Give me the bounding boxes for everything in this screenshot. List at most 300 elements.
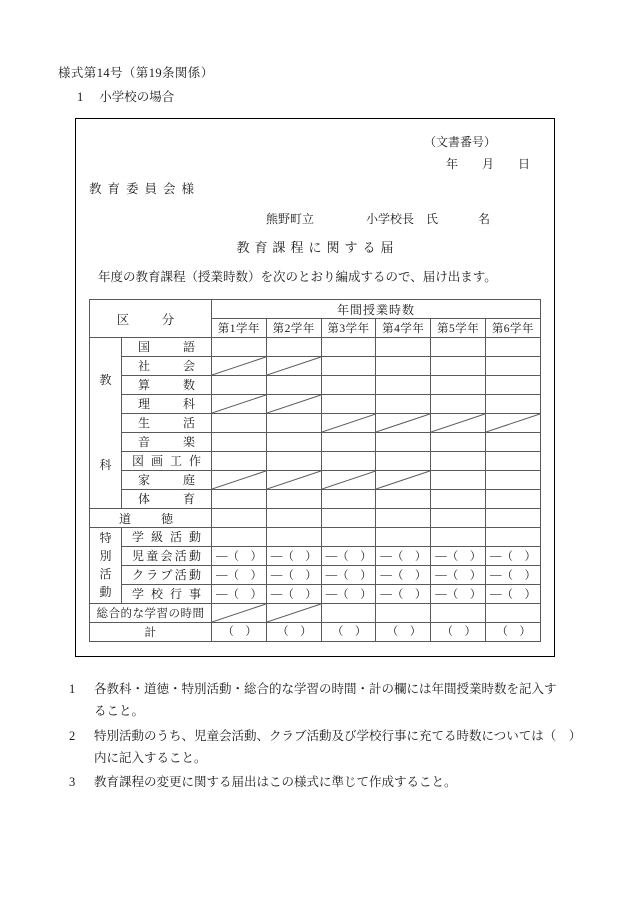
subject-name — [122, 490, 211, 508]
dash-mark: ― — [490, 588, 502, 600]
hours-cell-grade-1[interactable] — [212, 509, 267, 528]
header-grade-4: 第4学年 — [376, 319, 431, 338]
header-grade-6: 第6学年 — [486, 319, 541, 338]
hours-cell-grade-6[interactable] — [486, 490, 541, 509]
header-grade-5: 第5学年 — [431, 319, 486, 338]
subject-char: 理 — [138, 397, 151, 411]
dash-mark: ― — [490, 550, 502, 562]
hours-cell-grade-1[interactable] — [212, 376, 267, 395]
cell-dash-paren — [486, 585, 540, 603]
paren-blank: （ ） — [337, 589, 372, 601]
lead-text: 年度の教育課程（授業時数）を次のとおり編成するので、届け出ます。 — [98, 270, 497, 284]
cell-dash-paren — [267, 585, 321, 603]
note-text-cont: 内に記入すること。 — [94, 750, 207, 765]
hours-cell-grade-6[interactable] — [486, 338, 541, 357]
hours-cell-grade-5[interactable] — [431, 604, 486, 623]
paren-blank: （ ） — [446, 551, 482, 563]
hours-cell-grade-5[interactable] — [431, 509, 486, 528]
paren-blank: （ ） — [282, 570, 317, 582]
activity-char: 会 — [160, 549, 173, 563]
paren-blank: （ ） — [227, 570, 263, 582]
hours-cell-grade-3[interactable] — [321, 490, 376, 509]
activity-char: 活 — [174, 549, 187, 563]
subject-name-cell — [122, 357, 212, 376]
hours-cell-grade-6[interactable] — [486, 376, 541, 395]
subject-name-cell — [122, 395, 212, 414]
activity-char: ラ — [146, 568, 159, 582]
hours-cell-grade-4[interactable] — [376, 528, 431, 547]
case-number: 1 — [77, 90, 84, 104]
paren-blank: （ ） — [331, 626, 367, 638]
cell-dash-paren — [267, 547, 321, 565]
dash-mark: ― — [325, 588, 338, 600]
activity-name — [122, 547, 211, 565]
activity-char: 学 — [132, 587, 145, 601]
hours-cell-grade-5[interactable] — [431, 528, 486, 547]
diagonal-strike — [376, 414, 430, 432]
hours-cell-grade-2[interactable] — [266, 490, 321, 509]
hours-cell-grade-2[interactable] — [266, 376, 321, 395]
hours-cell-grade-5[interactable] — [431, 395, 486, 414]
dash-mark: ― — [270, 569, 283, 581]
cell-dash-paren — [322, 566, 376, 584]
hours-cell-grade-3[interactable] — [321, 433, 376, 452]
subject-char: 算 — [138, 378, 151, 392]
document-title: 教育課程に関する届 — [236, 240, 399, 255]
hours-cell-grade-2[interactable] — [266, 452, 321, 471]
dash-mark: ― — [490, 569, 502, 581]
hours-cell-grade-5[interactable] — [431, 547, 486, 566]
subject-name-cell — [122, 452, 212, 471]
cell-dash-paren — [322, 547, 376, 565]
dash-mark: ― — [380, 569, 392, 581]
dash-mark: ― — [435, 588, 447, 600]
hours-cell-grade-3[interactable] — [321, 585, 376, 604]
note-text: 特別活動のうち、児童会活動、クラブ活動及び学校行事に充てる時数については（ ） — [94, 728, 582, 743]
subject-char: 生 — [138, 416, 151, 430]
paren-blank: （ ） — [501, 570, 536, 582]
paren-blank: （ ） — [227, 551, 263, 563]
diagonal-strike — [267, 357, 321, 375]
hours-cell-grade-1[interactable] — [212, 452, 267, 471]
note-number: 3 — [69, 775, 76, 789]
paren-blank: （ ） — [277, 626, 312, 638]
cell-dash-paren — [431, 547, 485, 565]
hours-cell-grade-6[interactable] — [486, 433, 541, 452]
cell-dash-paren — [267, 566, 321, 584]
paren-blank: （ ） — [222, 626, 257, 638]
subject-name — [122, 376, 211, 394]
paren-blank: （ ） — [386, 626, 422, 638]
total-cell-grade-3[interactable] — [321, 623, 376, 642]
table-row — [90, 566, 541, 585]
header-kubun: 区 分 — [90, 300, 212, 338]
hours-cell-grade-5[interactable] — [431, 452, 486, 471]
vertical-label-char: 特 — [99, 531, 112, 545]
hours-cell-grade-6[interactable] — [486, 471, 541, 490]
hours-cell-grade-1[interactable] — [212, 604, 267, 623]
diagonal-strike — [212, 604, 266, 622]
subject-char: 音 — [138, 435, 151, 449]
hours-cell-grade-1[interactable] — [212, 433, 267, 452]
subject-name-cell — [122, 490, 212, 509]
hours-cell-grade-6[interactable] — [486, 604, 541, 623]
table-row — [90, 509, 541, 528]
hours-cell-grade-4[interactable] — [376, 433, 431, 452]
hours-cell-grade-5[interactable] — [431, 471, 486, 490]
paren-blank: （ ） — [337, 551, 372, 563]
issuer-name-value: 名 — [478, 212, 491, 226]
subject-char: 楽 — [183, 435, 196, 449]
hours-cell-grade-1[interactable] — [212, 547, 267, 566]
issuer-name-label: 氏 — [426, 212, 439, 226]
case-heading — [77, 87, 174, 105]
dash-mark: ― — [216, 550, 228, 562]
vertical-label-char: 活 — [99, 567, 112, 581]
table-row — [90, 433, 541, 452]
dash-mark: ― — [435, 550, 447, 562]
subject-name-cell — [122, 376, 212, 395]
subject-name-cell — [122, 338, 212, 357]
table-row — [90, 357, 541, 376]
dash-mark: ― — [325, 550, 338, 562]
cell-dash-paren — [212, 585, 266, 603]
subject-name — [122, 414, 211, 432]
cell-dash-paren — [212, 547, 266, 565]
activity-char: 動 — [189, 530, 202, 544]
diagonal-strike — [267, 604, 321, 622]
hours-cell-grade-5[interactable] — [431, 433, 486, 452]
hours-cell-grade-1[interactable] — [212, 357, 267, 376]
vertical-label-char: 教 — [99, 373, 112, 387]
vertical-label-char: 科 — [99, 458, 112, 472]
hours-cell-grade-4[interactable] — [376, 357, 431, 376]
activity-char: 級 — [151, 530, 164, 544]
subject-name-cell — [122, 471, 212, 490]
vertical-label — [90, 338, 121, 508]
header-annual-hours: 年間授業時数 — [212, 300, 541, 319]
cell-dash-paren — [376, 547, 430, 565]
hours-cell-grade-6[interactable] — [486, 509, 541, 528]
subject-name — [122, 338, 211, 356]
document-body-box — [75, 118, 555, 657]
date-line — [446, 155, 530, 172]
hours-cell-grade-5[interactable] — [431, 414, 486, 433]
dash-mark: ― — [216, 569, 228, 581]
activity-char: ク — [132, 568, 145, 582]
group-label-total: 計 — [90, 623, 212, 642]
diagonal-strike — [376, 471, 430, 489]
paren-blank: （ ） — [282, 551, 317, 563]
table-row — [90, 471, 541, 490]
dash-mark: ― — [270, 588, 283, 600]
total-cell-grade-2[interactable] — [266, 623, 321, 642]
group-label-moral: 道 徳 — [90, 509, 212, 528]
activity-char: 事 — [189, 587, 202, 601]
subject-char: 語 — [183, 340, 196, 354]
note-item — [58, 771, 578, 793]
header-grade-3: 第3学年 — [321, 319, 376, 338]
hours-cell-grade-3[interactable] — [321, 604, 376, 623]
table-row — [90, 376, 541, 395]
hours-cell-grade-2[interactable] — [266, 585, 321, 604]
table-row — [90, 414, 541, 433]
hours-cell-grade-5[interactable] — [431, 357, 486, 376]
hours-cell-grade-5[interactable] — [431, 376, 486, 395]
table-row — [90, 585, 541, 604]
hours-cell-grade-6[interactable] — [486, 566, 541, 585]
total-cell-grade-6[interactable] — [486, 623, 541, 642]
dash-mark: ― — [325, 569, 338, 581]
hours-cell-grade-1[interactable] — [212, 528, 267, 547]
hours-cell-grade-1[interactable] — [212, 395, 267, 414]
hours-cell-grade-4[interactable] — [376, 376, 431, 395]
cell-dash-paren — [212, 566, 266, 584]
hours-cell-grade-1[interactable] — [212, 585, 267, 604]
dash-mark: ― — [435, 569, 447, 581]
paren-blank: （ ） — [446, 589, 482, 601]
hours-cell-grade-6[interactable] — [486, 414, 541, 433]
issuer-line — [266, 210, 490, 227]
dash-mark: ― — [216, 588, 228, 600]
hours-cell-grade-2[interactable] — [266, 528, 321, 547]
activity-name-cell — [122, 528, 212, 547]
paren-blank: （ ） — [391, 589, 427, 601]
subject-char: 体 — [138, 492, 151, 506]
hours-cell-grade-2[interactable] — [266, 509, 321, 528]
vertical-label — [90, 528, 121, 603]
subject-char: 工 — [170, 454, 183, 468]
hours-cell-grade-6[interactable] — [486, 357, 541, 376]
subject-char: 科 — [183, 397, 196, 411]
hours-cell-grade-4[interactable] — [376, 509, 431, 528]
cell-dash-paren — [486, 547, 540, 565]
total-cell-grade-1[interactable] — [212, 623, 267, 642]
subject-char: 数 — [183, 378, 196, 392]
hours-cell-grade-3[interactable] — [321, 357, 376, 376]
hours-cell-grade-3[interactable] — [321, 376, 376, 395]
cell-dash-paren — [376, 566, 430, 584]
hours-cell-grade-6[interactable] — [486, 452, 541, 471]
activity-char: 校 — [151, 587, 164, 601]
hours-cell-grade-2[interactable] — [266, 547, 321, 566]
group-label-integrated-study: 総合的な学習の時間 — [90, 604, 212, 623]
activity-char: 行 — [170, 587, 183, 601]
subject-name — [122, 395, 211, 413]
hours-cell-grade-1[interactable] — [212, 471, 267, 490]
paren-blank: （ ） — [501, 551, 536, 563]
activity-char: ブ — [160, 568, 173, 582]
diagonal-strike — [212, 471, 266, 489]
hours-cell-grade-6[interactable] — [486, 395, 541, 414]
hours-cell-grade-2[interactable] — [266, 338, 321, 357]
diagonal-strike — [486, 414, 540, 432]
hours-cell-grade-4[interactable] — [376, 604, 431, 623]
activity-name-cell — [122, 585, 212, 604]
subject-char: 庭 — [183, 473, 196, 487]
hours-cell-grade-6[interactable] — [486, 585, 541, 604]
hours-cell-grade-2[interactable] — [266, 433, 321, 452]
activity-name-cell — [122, 547, 212, 566]
paren-blank: （ ） — [391, 551, 427, 563]
subject-char: 社 — [138, 359, 151, 373]
note-number: 2 — [69, 728, 76, 743]
cell-dash-paren — [486, 566, 540, 584]
subject-char: 会 — [183, 359, 196, 373]
vertical-label-char: 動 — [99, 585, 112, 599]
subject-name — [122, 357, 211, 375]
hours-cell-grade-3[interactable] — [321, 471, 376, 490]
hours-cell-grade-1[interactable] — [212, 338, 267, 357]
subject-char: 育 — [183, 492, 196, 506]
table-row — [90, 338, 541, 357]
group-label-special-activities — [90, 528, 122, 604]
note-number: 1 — [69, 682, 76, 696]
activity-name — [122, 585, 211, 603]
hours-cell-grade-6[interactable] — [486, 528, 541, 547]
activity-char: 活 — [170, 530, 183, 544]
cell-dash-paren — [431, 585, 485, 603]
diagonal-strike — [267, 395, 321, 413]
cell-dash-paren — [431, 566, 485, 584]
header-grade-1: 第1学年 — [212, 319, 267, 338]
note-text: 各教科・道徳・特別活動・総合的な学習の時間・計の欄には年間授業時数を記入す — [94, 682, 557, 696]
subject-name — [122, 433, 211, 451]
dash-mark: ― — [270, 550, 283, 562]
subject-char: 画 — [151, 454, 164, 468]
activity-name — [122, 528, 211, 546]
paren-blank: （ ） — [496, 626, 531, 638]
header-grade-2: 第2学年 — [266, 319, 321, 338]
dash-mark: ― — [380, 550, 392, 562]
dash-mark: ― — [380, 588, 392, 600]
hours-cell-grade-1[interactable] — [212, 566, 267, 585]
total-cell-grade-5[interactable] — [431, 623, 486, 642]
hours-cell-grade-3[interactable] — [321, 547, 376, 566]
table-header-row-1 — [90, 300, 541, 319]
table-row — [90, 623, 541, 642]
paren-blank: （ ） — [337, 570, 372, 582]
activity-char: 活 — [174, 568, 187, 582]
subject-name-cell — [122, 433, 212, 452]
paren-blank: （ ） — [501, 589, 536, 601]
hours-cell-grade-5[interactable] — [431, 566, 486, 585]
table-row — [90, 604, 541, 623]
hours-cell-grade-4[interactable] — [376, 471, 431, 490]
hours-cell-grade-3[interactable] — [321, 395, 376, 414]
subject-name — [122, 471, 211, 489]
hours-cell-grade-4[interactable] — [376, 338, 431, 357]
diagonal-strike — [322, 471, 376, 489]
hours-cell-grade-4[interactable] — [376, 585, 431, 604]
activity-char: 児 — [132, 549, 145, 563]
hours-cell-grade-2[interactable] — [266, 566, 321, 585]
form-number: 様式第14号（第19条関係） — [58, 66, 214, 80]
issuer-town: 熊野町立 — [266, 212, 315, 226]
issuer-school: 小学校長 — [366, 212, 415, 226]
hours-cell-grade-2[interactable] — [266, 414, 321, 433]
diagonal-strike — [212, 357, 266, 375]
note-text: 教育課程の変更に関する届出はこの様式に準じて作成すること。 — [94, 775, 457, 789]
subject-char: 図 — [132, 454, 145, 468]
hours-cell-grade-4[interactable] — [376, 547, 431, 566]
hours-cell-grade-5[interactable] — [431, 338, 486, 357]
diagonal-strike — [212, 395, 266, 413]
table-row — [90, 395, 541, 414]
hours-cell-grade-3[interactable] — [321, 338, 376, 357]
vertical-label-char: 別 — [99, 549, 112, 563]
cell-dash-paren — [322, 585, 376, 603]
group-label-subjects — [90, 338, 122, 509]
hours-cell-grade-3[interactable] — [321, 414, 376, 433]
paren-blank: （ ） — [282, 589, 317, 601]
hours-cell-grade-3[interactable] — [321, 452, 376, 471]
activity-char: 童 — [146, 549, 159, 563]
hours-cell-grade-5[interactable] — [431, 490, 486, 509]
table-row — [90, 528, 541, 547]
hours-cell-grade-5[interactable] — [431, 585, 486, 604]
hours-cell-grade-1[interactable] — [212, 490, 267, 509]
cell-dash-paren — [376, 585, 430, 603]
addressee: 教育委員会様 — [89, 182, 201, 196]
diagonal-strike — [267, 471, 321, 489]
schedule-table-wrap — [89, 299, 540, 642]
activity-name-cell — [122, 566, 212, 585]
hours-cell-grade-4[interactable] — [376, 490, 431, 509]
hours-cell-grade-6[interactable] — [486, 547, 541, 566]
date-year-label: 年 — [445, 157, 458, 171]
paren-blank: （ ） — [227, 589, 263, 601]
subject-char: 作 — [189, 454, 202, 468]
table-row — [90, 452, 541, 471]
hours-cell-grade-4[interactable] — [376, 395, 431, 414]
notes-list — [58, 678, 582, 795]
subject-name — [122, 452, 211, 470]
table-row — [90, 490, 541, 509]
activity-char: 動 — [189, 549, 202, 563]
note-text-cont: ること。 — [94, 704, 145, 719]
total-cell-grade-4[interactable] — [376, 623, 431, 642]
hours-cell-grade-2[interactable] — [266, 395, 321, 414]
hours-cell-grade-2[interactable] — [266, 471, 321, 490]
paren-blank: （ ） — [441, 626, 476, 638]
note-item — [58, 725, 582, 770]
subject-name-cell — [122, 414, 212, 433]
activity-name — [122, 566, 211, 584]
hours-cell-grade-3[interactable] — [321, 566, 376, 585]
hours-cell-grade-1[interactable] — [212, 414, 267, 433]
paren-blank: （ ） — [446, 570, 482, 582]
activity-char: 学 — [132, 530, 145, 544]
subject-char: 家 — [138, 473, 151, 487]
case-label: 小学校の場合 — [99, 90, 175, 104]
hours-cell-grade-3[interactable] — [321, 528, 376, 547]
hours-cell-grade-2[interactable] — [266, 357, 321, 376]
paren-blank: （ ） — [391, 570, 427, 582]
diagonal-strike — [431, 414, 485, 432]
note-item — [58, 678, 578, 723]
schedule-table — [89, 299, 541, 642]
hours-cell-grade-4[interactable] — [376, 452, 431, 471]
subject-char: 国 — [138, 340, 151, 354]
hours-cell-grade-3[interactable] — [321, 509, 376, 528]
hours-cell-grade-2[interactable] — [266, 604, 321, 623]
hours-cell-grade-4[interactable] — [376, 566, 431, 585]
diagonal-strike — [322, 414, 376, 432]
hours-cell-grade-4[interactable] — [376, 414, 431, 433]
activity-char: 動 — [189, 568, 202, 582]
document-number: （文書番号） — [423, 135, 496, 149]
